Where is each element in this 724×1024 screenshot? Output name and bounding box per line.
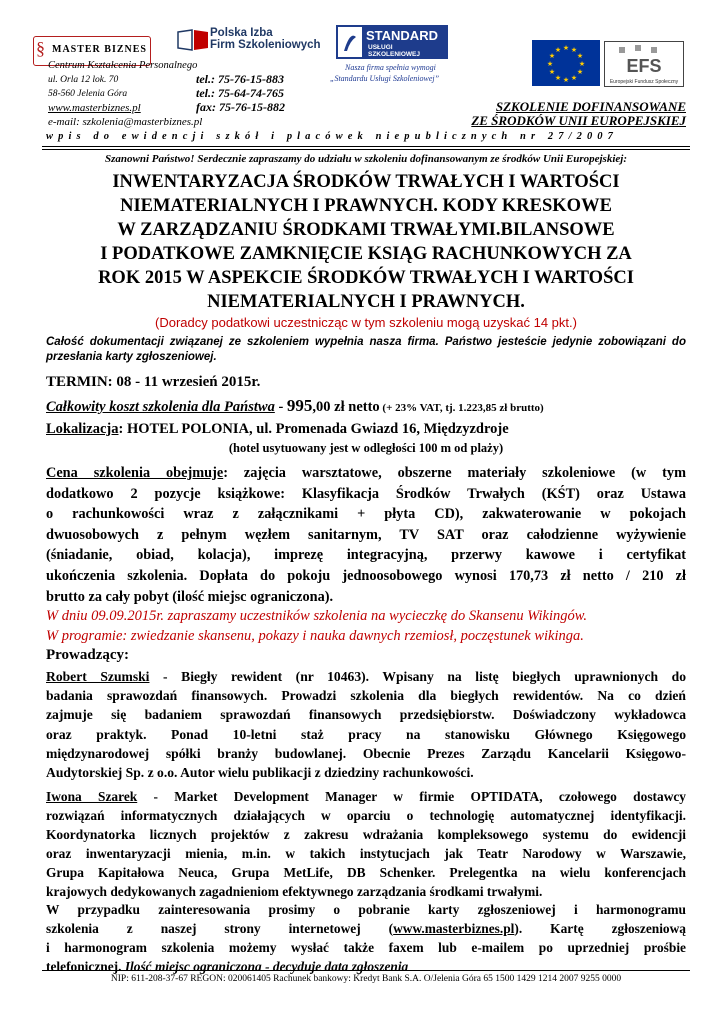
svg-text:★: ★ (576, 68, 584, 76)
greeting: Szanowni Państwo! Serdecznie zapraszamy do udziału w szkoleniu dofinansowanym ze środków Unii Europejskiej: (105, 153, 627, 165)
header-divider-1 (42, 146, 690, 147)
trainer-name: Iwona Szarek (46, 789, 138, 804)
efs-emblem-icon (605, 42, 683, 86)
centre-name: Centrum Kształcenia Personalnego (48, 60, 198, 71)
training-cost (46, 396, 544, 416)
svg-text:★: ★ (562, 44, 570, 52)
cost-dash: - (274, 399, 287, 415)
training-title (46, 170, 686, 314)
contact-text: szkolenia z naszej strony internetowej ( (46, 921, 394, 936)
trainer-iwona-szarek (46, 787, 686, 902)
hotel-note: (hotel usytuowany jest w odległości 100 m od plaży) (228, 441, 504, 455)
contact-line (46, 919, 686, 938)
website-link-body[interactable]: www.masterbiznes.pl (393, 921, 515, 936)
svg-text:★: ★ (546, 60, 554, 68)
trainer-line: Koordynatorka licznych projektów z zakresu wdrażania kompleksowego systemu do ewidencji (46, 827, 686, 843)
price-line: (śniadanie, obiad, kolacja), imprezę integracyjną, przerwy kawowe i certyfikat (46, 547, 686, 564)
trainers-heading: Prowadzący: (46, 647, 130, 663)
website-link[interactable]: www.masterbiznes.pl (48, 102, 141, 114)
title-line: ROK 2015 W ASPEKCIE ŚRODKÓW TRWAŁYCH I WARTOŚCI (98, 268, 634, 288)
price-line: dodatkowo 2 pozycje książkowe: Klasyfikacja Środków Trwałych (KŚT) oraz Ustawa (46, 485, 686, 502)
location-label: Lokalizacja (46, 421, 119, 437)
pizba-line-2: Firm Szkoleniowych (210, 39, 321, 51)
address-line-2: 58-560 Jelenia Góra (48, 89, 128, 99)
trainer-line: krajowych dedykowanych zagadnieniom efektywnego zarządzania środkami trwałymi. (46, 884, 543, 900)
svg-text:★: ★ (554, 74, 562, 82)
eu-flag-icon (532, 40, 600, 86)
cost-label: Całkowity koszt szkolenia dla Państwa (46, 399, 275, 415)
firm-note-2: „Standardu Usługi Szkoleniowej” (330, 74, 440, 83)
cofinanced-title (452, 100, 686, 128)
cost-amount-main: 995 (286, 396, 313, 415)
trainer-line: oraz praktyk. Ponad 10-letni staż pracy na stanowisku Głównego Księgowego (46, 726, 686, 742)
contact-info (46, 900, 686, 976)
title-line: NIEMATERIALNYCH I PRAWNYCH. (207, 292, 525, 312)
svg-text:★: ★ (570, 74, 578, 82)
svg-text:★: ★ (554, 46, 562, 54)
title-line: NIEMATERIALNYCH I PRAWNYCH. KODY KRESKOWE (120, 196, 612, 216)
standard-badge (336, 25, 448, 59)
trainer-text: - Biegły rewident (nr 10463). Wpisany na listę biegłych uprawnionych do (149, 669, 686, 684)
excursion-line: W programie: zwiedzanie skansenu, pokazy i nauka dawnych rzemiosł, poczęstunek wikinga. (46, 628, 584, 644)
svg-text:★: ★ (548, 68, 556, 76)
trainer-line: międzynarodowej spółki branży budowlanej. Obecnie Prezes Zarządu Kancelarii Księgowo- (46, 745, 686, 761)
svg-text:★: ★ (578, 60, 586, 68)
trainer-line: Audytorskiej Sp. z o.o. Autor wielu publikacji z dziedziny rachunkowości. (46, 765, 474, 781)
title-line: I PODATKOWE ZAMKNIĘCIE KSIĄG RACHUNKOWYCH ZA (100, 244, 632, 264)
trainer-line: rozwiązań informatycznych działających w oparciu o technologię automatycznej identyfikacji. (46, 808, 686, 824)
email-link[interactable]: e-mail: szkolenia@masterbiznes.pl (48, 116, 203, 128)
svg-text:EFS: EFS (626, 56, 662, 76)
trainer-line: Grupa Kapitałowa Neuca, Grupa MetLife, DB Schenker. Prelegentka na wielu konferencjach (46, 865, 686, 881)
contact-text: telefonicznej. (46, 959, 125, 974)
cofinanced-line-1: SZKOLENIE DOFINANSOWANE (495, 99, 686, 114)
svg-text:★: ★ (570, 46, 578, 54)
pizba-logo-text (210, 27, 321, 51)
price-line: brutto za cały pobyt (ilość miejsc ograniczona). (46, 588, 334, 605)
trainer-line (46, 787, 686, 806)
cost-amount-rest: ,00 zł netto (312, 399, 380, 415)
contact-line: i harmonogram szkolenia możemy wysłać także faxem lub e-mailem po uprzedniej prośbie (46, 940, 686, 955)
svg-text:★: ★ (562, 76, 570, 84)
excursion-info (46, 606, 686, 646)
trainer-robert-szumski (46, 667, 686, 782)
title-line: INWENTARYZACJA ŚRODKÓW TRWAŁYCH I WARTOŚCI (112, 172, 620, 192)
registry-number: wpis do ewidencji szkół i placówek niepublicznych nr 27/2007 (46, 131, 619, 142)
phone-2: tel.: 75-64-74-765 (196, 86, 284, 100)
limited-places-note: Ilość miejsc ograniczona - decyduje data zgłoszenia (124, 959, 409, 974)
fax-number: fax: 75-76-15-882 (196, 100, 285, 114)
tax-advisor-note: (Doradcy podatkowi uczestnicząc w tym szkoleniu mogą uzyskać 14 pkt.) (155, 315, 577, 330)
location-value: : HOTEL POLONIA, ul. Promenada Gwiazd 16, Międzyzdroje (118, 421, 509, 437)
trainer-name: Robert Szumski (46, 669, 150, 684)
book-logo-icon (176, 28, 210, 52)
standard-title: STANDARD (366, 28, 438, 43)
trainer-line (46, 667, 686, 686)
trainer-text: - Market Development Manager w firmie OPTIDATA, czołowego dostawcy (137, 789, 687, 804)
contact-text: ). Kartę zgłoszeniową (514, 921, 686, 936)
header-divider-2 (42, 149, 690, 150)
location (46, 421, 509, 438)
price-text: : zajęcia warsztatowe, obszerne materiały szkoleniowe (w tym (223, 465, 686, 481)
firm-note-1: Nasza firma spełnia wymogi (345, 63, 436, 72)
efs-logo (604, 41, 684, 87)
cofinanced-line-2: ZE ŚRODKÓW UNII EUROPEJSKIEJ (471, 113, 686, 128)
price-label: Cena szkolenia obejmuje (46, 465, 224, 481)
trainer-line: oraz inwentaryzacji mienia, m.in. w takich instytucjach jak Teatr Narodowy w Warszawie, (46, 846, 686, 862)
footer-divider (42, 970, 690, 971)
cost-vat: (+ 23% VAT, tj. 1.223,85 zł brutto) (379, 402, 544, 414)
trainer-line: badania sprawozdań finansowych. Prowadzi szkolenia dla biegłych rewidentów. Na co dzień (46, 688, 686, 704)
price-line (46, 463, 686, 484)
svg-text:★: ★ (548, 52, 556, 60)
efs-caption: Europejski Fundusz Społeczny (609, 79, 679, 85)
trainer-line: zajmuje się badaniem sprawozdań finansowych przedsiębiorstw. Doświadczony wykładowca (46, 707, 686, 723)
logo-text: MASTER BIZNES (52, 44, 147, 55)
price-line: ukończenia szkolenia. Dopłata do pokoju jednoosobowego wynosi 170,73 zł netto / 210 zł (46, 567, 686, 584)
svg-text:★: ★ (576, 52, 584, 60)
price-line: dwuosobowych z pełnym węzłem sanitarnym, TV SAT oraz całodzienne wyżywienie (46, 526, 686, 543)
title-line: W ZARZĄDZANIU ŚRODKAMI TRWAŁYMI.BILANSOWE (117, 220, 615, 240)
address-line-1: ul. Orla 12 lok. 70 (48, 75, 119, 85)
standard-subtitle: USŁUGI SZKOLENIOWEJ (368, 44, 421, 58)
footer-bank-info: NIP: 611-208-37-67 REGON: 020061405 Rachunek bankowy: Kredyt Bank S.A. O/Jelenia Góra 65 1500 1429 1214 2007 9255 0000 (110, 974, 622, 984)
price-includes (46, 463, 686, 607)
logo-swirl-icon: § (36, 38, 45, 58)
pizba-line-1: Polska Izba (210, 27, 273, 39)
documentation-note: Całość dokumentacji związanej ze szkoleniem wypełnia nasza firma. Państwo jesteście jedynie zobowiązani do przesłania karty zgłoszeniowej. (46, 336, 686, 363)
price-line: o rachunkowości wraz z załącznikami + płyta CD), zakwaterowanie w pokojach (46, 506, 686, 523)
excursion-line: W dniu 09.09.2015r. zapraszamy uczestników szkolenia na wycieczkę do Skansenu Wikingów. (46, 608, 587, 624)
standard-emblem-icon (338, 27, 362, 57)
phone-1: tel.: 75-76-15-883 (196, 72, 284, 86)
contact-line: W przypadku zainteresowania prosimy o pobranie karty zgłoszeniowej i harmonogramu (46, 902, 686, 917)
training-date: TERMIN: 08 - 11 wrzesień 2015r. (46, 374, 261, 390)
